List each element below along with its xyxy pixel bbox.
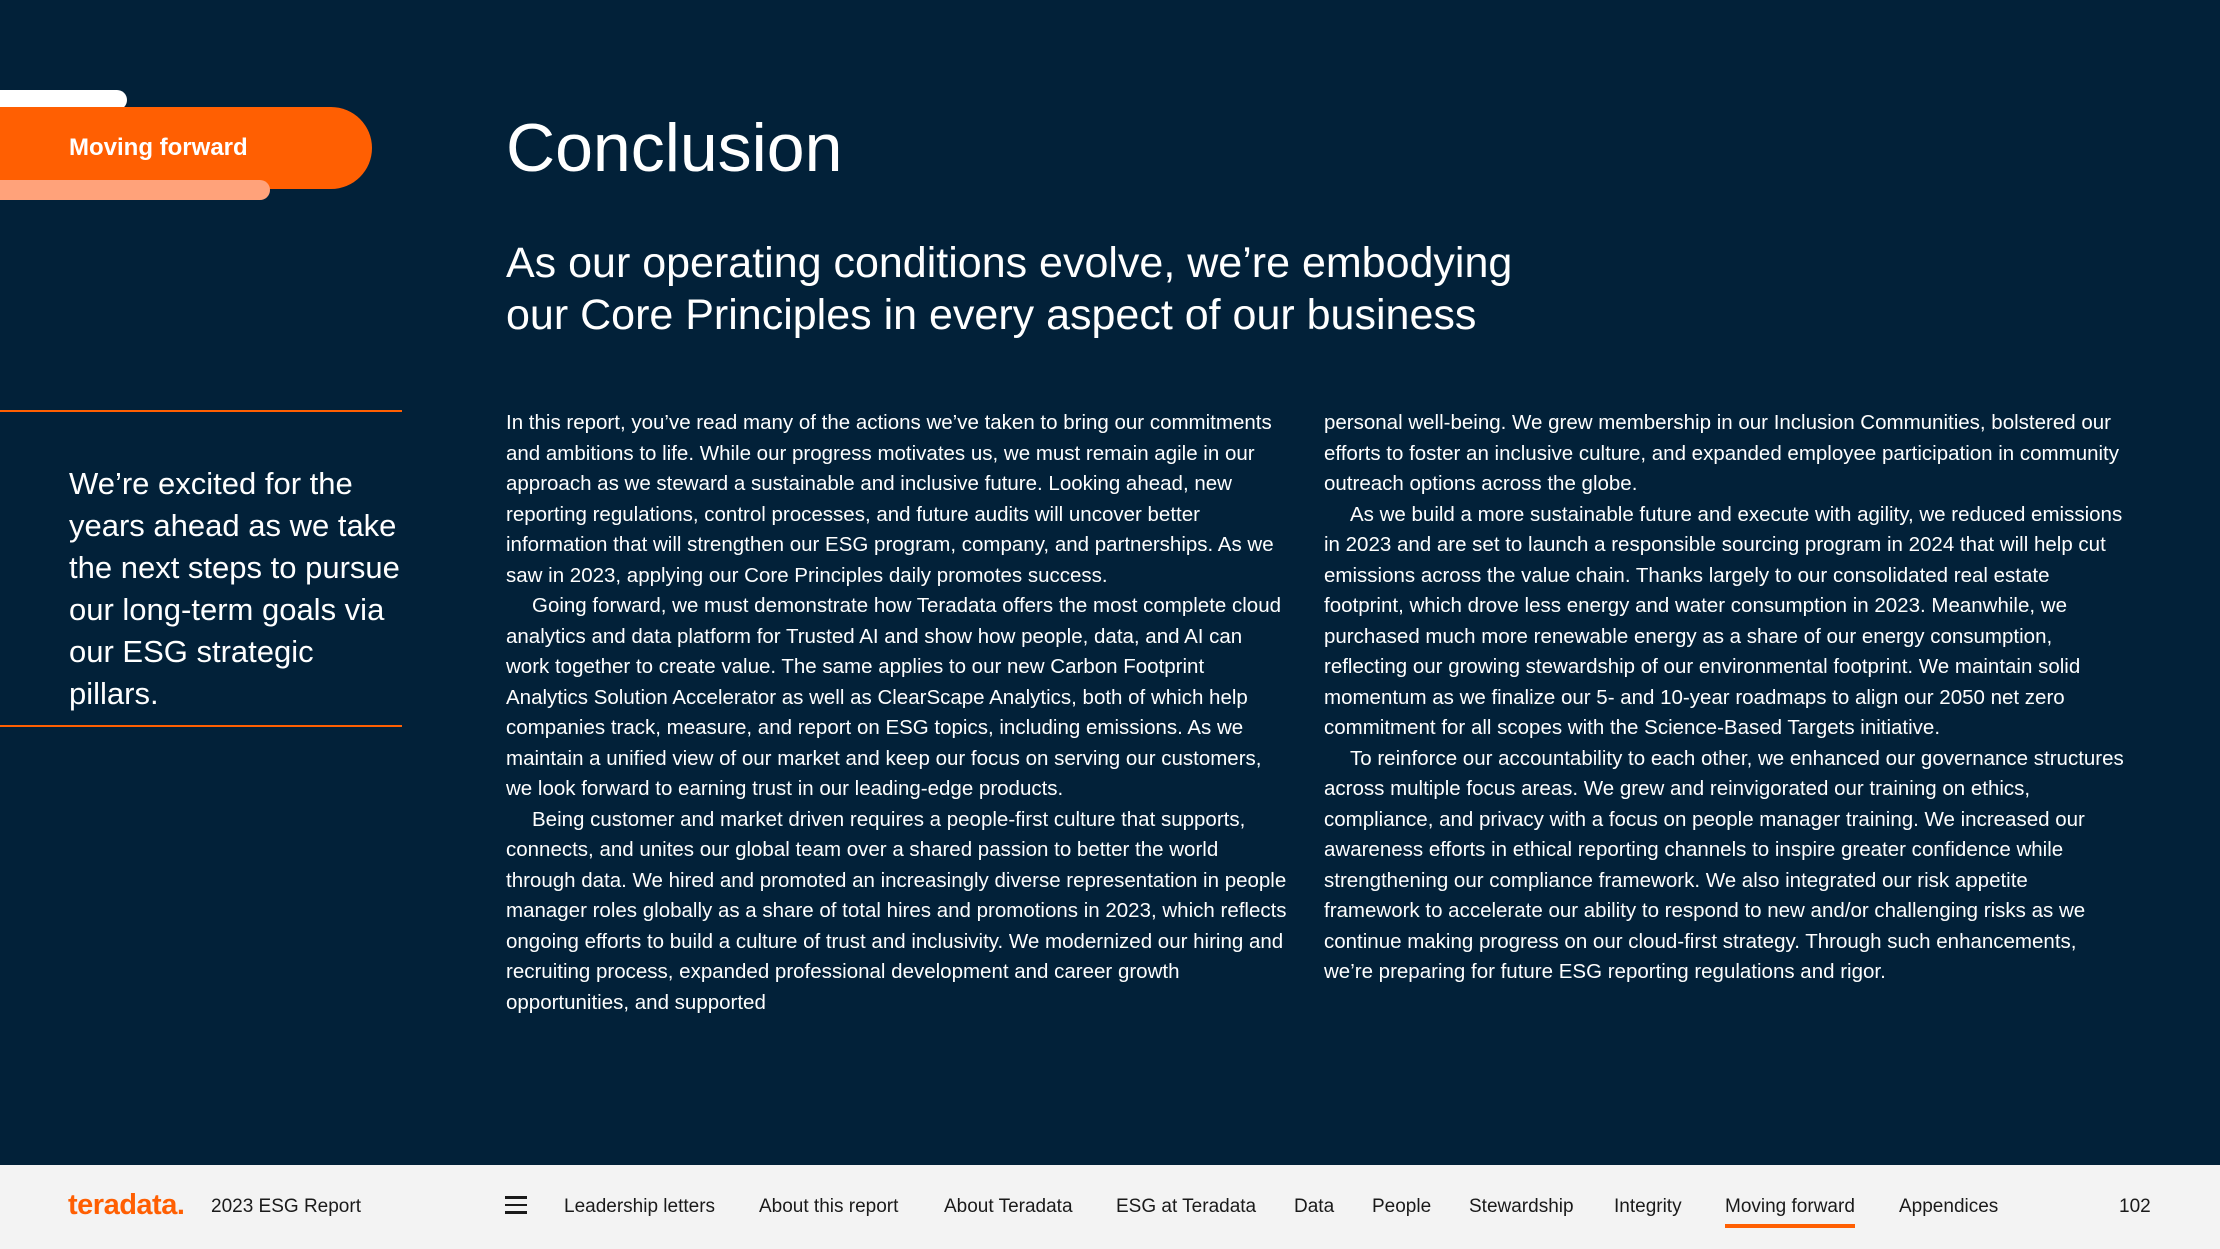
- body-paragraph: Being customer and market driven requires a people-first culture that supports, connects, and unites our global team over a shared passion to better the world through data. We hired and promoted an increasingly diverse representation in people manager roles globally as a share of total hires and promotions in 2023, which reflects ongoing efforts to build a culture of trust and inclusivity. We modernized our hiring and recruiting process, expanded professional development and career growth opportunities, and supported: [506, 807, 1287, 1014]
- teradata-logo[interactable]: teradata.: [68, 1189, 185, 1221]
- nav-leadership-letters[interactable]: Leadership letters: [564, 1196, 716, 1217]
- body-paragraph: To reinforce our accountability to each other, we enhanced our governance structures across multiple focus areas. We grew and reinvigorated our training on ethics, compliance, and privacy with a focus on people manager training. We increased our awareness efforts in ethical reporting channels to inspire greater confidence while strengthening our compliance framework. We also integrated our risk appetite framework to accelerate our ability to respond to new and/or challenging risks as we continue making progress on our cloud-first strategy. Through such enhancements, we’re preparing for future ESG reporting regulations and rigor.: [1324, 746, 2124, 983]
- sidebar-quote: We’re excited for the years ahead as we take the next steps to pursue our long-term goals via our ESG strategic pillars.: [69, 466, 400, 711]
- body-paragraph: In this report, you’ve read many of the actions we’ve taken to bring our commitments and ambitions to life. While our progress motivates us, we must remain agile in our approach as we steward a sustainable and inclusive future. Looking ahead, new reporting regulations, control processes, and future audits will uncover better information that will strengthen our ESG program, company, and partnerships. As we saw in 2023, applying our Core Principles daily promotes success.: [506, 411, 1274, 587]
- page-number: 102: [2119, 1196, 2151, 1217]
- body-paragraph: Going forward, we must demonstrate how Teradata offers the most complete cloud analytics and data platform for Trusted AI and show how people, data, and AI can work together to create value. The same applies to our new Carbon Footprint Analytics Solution Accelerator as well as ClearScape Analytics, both of which help companies track, measure, and report on ESG topics, including emissions. As we maintain a unified view of our market and keep our focus on serving our customers, we look forward to earning trust in our leading-edge products.: [506, 594, 1282, 800]
- subtitle-line-1: As our operating conditions evolve, we’re embodying: [506, 239, 1513, 287]
- page-subtitle: [506, 237, 1706, 341]
- nav-data[interactable]: Data: [1294, 1196, 1335, 1217]
- nav-moving-forward[interactable]: Moving forward: [1725, 1196, 1855, 1217]
- body-column-left: [506, 408, 1288, 1018]
- nav-integrity[interactable]: Integrity: [1614, 1196, 1682, 1217]
- report-name: 2023 ESG Report: [211, 1196, 361, 1217]
- page-title: Conclusion: [506, 110, 843, 186]
- quote-top-rule: [0, 410, 402, 412]
- nav-about-teradata[interactable]: About Teradata: [944, 1196, 1073, 1217]
- section-pill: [0, 107, 372, 189]
- body-paragraph: personal well-being. We grew membership in our Inclusion Communities, bolstered our efforts to foster an inclusive culture, and expanded employee participation in community outreach options across the globe.: [1324, 411, 2120, 495]
- body-paragraph: As we build a more sustainable future and execute with agility, we reduced emissions in 2023 and are set to launch a responsible sourcing program in 2024 that will help cut emissions across the value chain. Thanks largely to our consolidated real estate footprint, which drove less energy and water consumption in 2023. Meanwhile, we purchased much more renewable energy as a share of our energy consumption, reflecting our growing stewardship of our environmental footprint. We maintain solid momentum as we finalize our 5- and 10-year roadmaps to align our 2050 net zero commitment for all scopes with the Science-Based Targets initiative.: [1324, 502, 2123, 739]
- footer-nav-bar: [0, 1165, 2220, 1249]
- nav-people[interactable]: People: [1372, 1196, 1432, 1217]
- pill-bottom-accent-bar: [0, 180, 270, 200]
- nav-esg-at-teradata[interactable]: ESG at Teradata: [1116, 1196, 1257, 1217]
- section-pill-label: Moving forward: [69, 134, 248, 161]
- quote-bottom-rule: [0, 725, 402, 727]
- nav-appendices[interactable]: Appendices: [1899, 1196, 1999, 1217]
- nav-about-this-report[interactable]: About this report: [759, 1196, 899, 1217]
- subtitle-line-2: our Core Principles in every aspect of our business: [506, 291, 1477, 339]
- body-column-right: [1324, 408, 2124, 988]
- nav-stewardship[interactable]: Stewardship: [1469, 1196, 1574, 1217]
- hamburger-menu-icon[interactable]: [505, 1196, 527, 1214]
